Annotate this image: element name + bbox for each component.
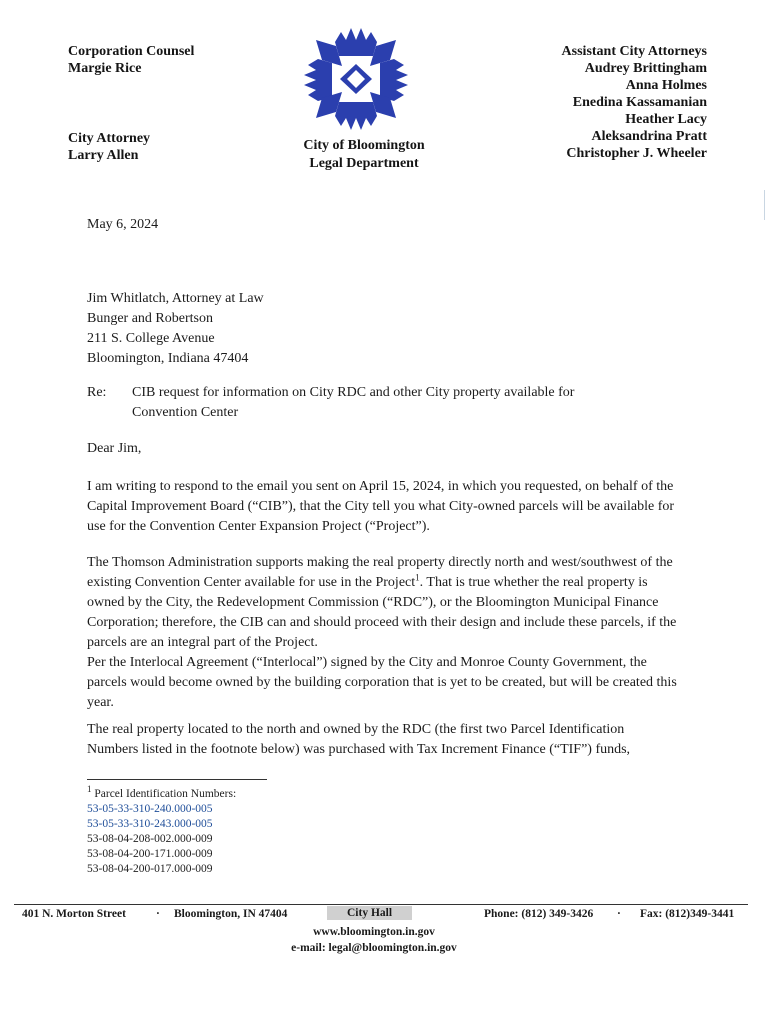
footnote-title: Parcel Identification Numbers: <box>94 788 237 800</box>
parcel-number-link[interactable]: 53-05-33-310-243.000-005 <box>87 818 213 830</box>
paragraph-1: I am writing to respond to the email you sent on April 15, 2024, in which you requested, on behalf of the Capital Improvement Board (“CIB”), that the City tell you what City-owned parcels will be available for use for the Convention Center Expansion Project (“Project”). <box>87 479 675 534</box>
assistant-attorneys-title: Assistant City Attorneys <box>561 44 707 59</box>
paragraph-2-continuation: Per the Interlocal Agreement (“Interlocal”) signed by the City and Monroe County Government, the parcels would become owned by the building corporation that is yet to be created, but will be created this year. <box>87 655 677 710</box>
footer-separator: · <box>156 908 160 920</box>
footer-city-hall: City Hall <box>327 906 412 920</box>
recipient-street: 211 S. College Avenue <box>87 331 215 346</box>
paragraph-2-text-b: . That is true whether the real property is owned by the City, the Redevelopment Commission (“RDC”), or the Bloomington Municipal Finance Corporation; therefore, the CIB can and should proceed with their design and include these parcels, if the parcels are an integral part of the Project. <box>87 575 677 650</box>
paragraph-3: The real property located to the north and owned by the RDC (the first two Parcel Identification Numbers listed in the footnote below) was purchased with Tax Increment Finance (“TIF”) funds, <box>87 722 631 757</box>
parcel-number: 53-08-04-200-017.000-009 <box>87 863 213 875</box>
parcel-number: 53-08-04-208-002.000-009 <box>87 833 213 845</box>
subject-line <box>87 383 627 423</box>
salutation: Dear Jim, <box>87 441 142 456</box>
scan-edge-mark <box>764 190 765 220</box>
footer-website-link[interactable]: www.bloomington.in.gov <box>313 926 435 938</box>
footer-divider <box>14 904 748 905</box>
parcel-number-link[interactable]: 53-05-33-310-240.000-005 <box>87 803 213 815</box>
footer-separator: · <box>617 908 621 920</box>
footer-phone: Phone: (812) 349-3426 <box>484 908 594 920</box>
footnote <box>87 784 237 877</box>
assistant-attorney-name: Anna Holmes <box>625 78 707 93</box>
footer-contact <box>234 924 514 956</box>
city-attorney-title: City Attorney <box>68 131 151 146</box>
department-name <box>284 137 444 173</box>
letter-date: May 6, 2024 <box>87 217 159 232</box>
assistant-attorney-name: Heather Lacy <box>625 112 707 127</box>
subject-text: CIB request for information on City RDC and other City property available for Convention Center <box>132 385 575 420</box>
recipient-address <box>87 289 264 369</box>
department-city: City of Bloomington <box>303 138 425 153</box>
subject-label: Re: <box>87 385 107 400</box>
footer-address: 401 N. Morton Street <box>22 908 126 920</box>
paragraph-2 <box>87 553 677 713</box>
assistant-attorney-name: Audrey Brittingham <box>584 61 707 76</box>
footer-email-link[interactable]: e-mail: legal@bloomington.in.gov <box>291 942 457 954</box>
paragraph-2-text-a: The Thomson Administration supports making the real property directly north and west/southwest of the existing Convention Center available for use in the Project <box>87 555 673 590</box>
recipient-firm: Bunger and Robertson <box>87 311 213 326</box>
assistant-attorneys-block <box>562 43 707 162</box>
footnote-title-line <box>87 784 237 802</box>
footnote-divider <box>87 779 267 780</box>
department-title: Legal Department <box>309 156 419 171</box>
assistant-attorney-name: Aleksandrina Pratt <box>591 129 707 144</box>
corporation-counsel-title: Corporation Counsel <box>68 44 195 59</box>
city-of-bloomington-star-logo <box>302 26 410 132</box>
recipient-city: Bloomington, Indiana 47404 <box>87 351 249 366</box>
footer-fax: Fax: (812)349-3441 <box>640 908 735 920</box>
city-attorney-name: Larry Allen <box>68 148 139 163</box>
city-attorney-block <box>68 130 150 164</box>
corporation-counsel-name: Margie Rice <box>68 61 142 76</box>
corporation-counsel-block <box>68 43 194 77</box>
footnote-number: 1 <box>87 784 92 795</box>
recipient-name: Jim Whitlatch, Attorney at Law <box>87 291 264 306</box>
assistant-attorney-name: Enedina Kassamanian <box>572 95 707 110</box>
assistant-attorney-name: Christopher J. Wheeler <box>566 146 707 161</box>
parcel-number: 53-08-04-200-171.000-009 <box>87 848 213 860</box>
logo-icon <box>302 26 410 132</box>
footnote-reference[interactable]: 1 <box>415 572 420 583</box>
footer-city: Bloomington, IN 47404 <box>174 908 288 920</box>
